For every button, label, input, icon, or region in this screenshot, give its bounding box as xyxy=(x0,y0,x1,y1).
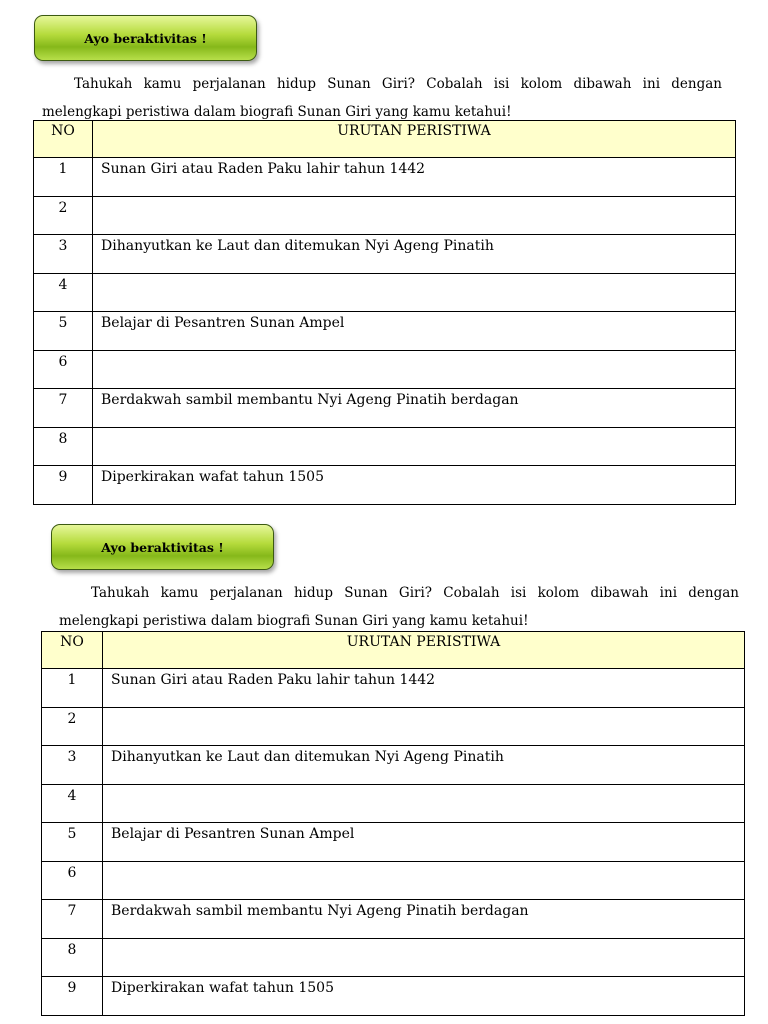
row-number: 8 xyxy=(58,430,68,447)
row-number: 1 xyxy=(58,161,68,177)
row-event xyxy=(93,351,735,354)
row-number: 4 xyxy=(58,276,68,293)
table-row xyxy=(42,784,745,823)
row-event-cell xyxy=(103,746,745,785)
row-event: Belajar di Pesantren Sunan Ampel xyxy=(111,826,355,842)
events-table-body xyxy=(42,632,745,1016)
table-row xyxy=(34,389,736,428)
row-event xyxy=(103,862,744,865)
row-number: 7 xyxy=(67,903,77,919)
row-number-cell xyxy=(42,977,103,1016)
table-header-row xyxy=(42,632,745,669)
row-number-cell xyxy=(42,784,103,823)
row-event-cell[interactable] xyxy=(93,273,736,312)
table-row xyxy=(34,312,736,351)
row-event-cell xyxy=(103,977,745,1016)
row-event-cell[interactable] xyxy=(103,784,745,823)
table-row xyxy=(34,196,736,235)
header-no-cell xyxy=(42,632,103,669)
header-events: URUTAN PERISTIWA xyxy=(337,123,491,139)
row-number-cell xyxy=(34,427,93,466)
header-no: NO xyxy=(51,123,75,139)
row-number: 2 xyxy=(58,199,68,216)
row-event-cell xyxy=(103,669,745,708)
row-number: 8 xyxy=(67,941,77,958)
row-number-cell xyxy=(34,389,93,428)
row-event xyxy=(103,939,744,942)
row-number-cell xyxy=(42,861,103,900)
header-events-cell xyxy=(93,121,736,158)
row-event-cell[interactable] xyxy=(93,350,736,389)
row-event-cell xyxy=(93,466,736,505)
row-number-cell xyxy=(42,746,103,785)
row-number-cell xyxy=(34,350,93,389)
row-number: 9 xyxy=(58,469,68,485)
row-number: 1 xyxy=(67,672,77,688)
table-row xyxy=(42,977,745,1016)
row-event: Sunan Giri atau Raden Paku lahir tahun 1442 xyxy=(111,672,436,688)
header-events-cell xyxy=(103,632,745,669)
events-table xyxy=(41,631,745,1016)
header-no: NO xyxy=(60,634,84,650)
row-event-cell[interactable] xyxy=(103,861,745,900)
row-number-cell xyxy=(34,196,93,235)
row-number: 3 xyxy=(67,749,77,765)
row-number-cell xyxy=(34,158,93,197)
row-number: 7 xyxy=(58,392,68,408)
table-row xyxy=(34,350,736,389)
row-event: Sunan Giri atau Raden Paku lahir tahun 1442 xyxy=(101,161,426,177)
row-number: 6 xyxy=(67,864,77,881)
table-row xyxy=(42,938,745,977)
row-number-cell xyxy=(42,707,103,746)
row-event: Diperkirakan wafat tahun 1505 xyxy=(111,980,334,996)
intro-line-1: Tahukah kamu perjalanan hidup Sunan Giri? Cobalah isi kolom dibawah ini dengan xyxy=(91,585,739,601)
row-event: Dihanyutkan ke Laut dan ditemukan Nyi Ageng Pinatih xyxy=(111,749,504,765)
table-row xyxy=(42,746,745,785)
table-row xyxy=(42,900,745,939)
intro-line-2: melengkapi peristiwa dalam biografi Sunan Giri yang kamu ketahui! xyxy=(42,104,512,120)
row-event: Diperkirakan wafat tahun 1505 xyxy=(101,469,324,485)
row-event-cell xyxy=(103,823,745,862)
intro-line-2: melengkapi peristiwa dalam biografi Sunan Giri yang kamu ketahui! xyxy=(59,613,529,629)
intro-paragraph xyxy=(42,70,722,126)
row-event-cell[interactable] xyxy=(93,196,736,235)
table-row xyxy=(34,158,736,197)
row-number-cell xyxy=(34,466,93,505)
row-number-cell xyxy=(34,235,93,274)
row-number-cell xyxy=(42,669,103,708)
row-event-cell xyxy=(93,312,736,351)
table-header-row xyxy=(34,121,736,158)
row-event-cell[interactable] xyxy=(103,707,745,746)
row-event xyxy=(103,708,744,711)
row-event-cell xyxy=(103,900,745,939)
table-row xyxy=(34,273,736,312)
table-row xyxy=(34,427,736,466)
row-number: 5 xyxy=(67,826,77,842)
table-row xyxy=(42,707,745,746)
row-event xyxy=(103,785,744,788)
row-number: 2 xyxy=(67,710,77,727)
row-number: 5 xyxy=(58,315,68,331)
badge-label: Ayo beraktivitas ! xyxy=(84,30,207,46)
table-row xyxy=(34,466,736,505)
row-number-cell xyxy=(34,312,93,351)
row-event xyxy=(93,197,735,200)
row-number: 9 xyxy=(67,980,77,996)
row-event-cell[interactable] xyxy=(93,427,736,466)
row-event: Belajar di Pesantren Sunan Ampel xyxy=(101,315,345,331)
header-no-cell xyxy=(34,121,93,158)
row-event xyxy=(93,274,735,277)
row-event: Dihanyutkan ke Laut dan ditemukan Nyi Ageng Pinatih xyxy=(101,238,494,254)
row-number-cell xyxy=(42,823,103,862)
row-number-cell xyxy=(42,900,103,939)
row-event: Berdakwah sambil membantu Nyi Ageng Pinatih berdagan xyxy=(111,903,529,919)
row-event: Berdakwah sambil membantu Nyi Ageng Pinatih berdagan xyxy=(101,392,519,408)
row-event-cell xyxy=(93,235,736,274)
events-table xyxy=(33,120,736,505)
row-number: 3 xyxy=(58,238,68,254)
row-event xyxy=(93,428,735,431)
badge-label: Ayo beraktivitas ! xyxy=(101,539,224,555)
row-number: 4 xyxy=(67,787,77,804)
header-events: URUTAN PERISTIWA xyxy=(346,634,501,650)
table-row xyxy=(34,235,736,274)
intro-paragraph xyxy=(59,579,739,635)
intro-line-1: Tahukah kamu perjalanan hidup Sunan Giri? Cobalah isi kolom dibawah ini dengan xyxy=(74,76,722,92)
activity-badge xyxy=(51,524,274,570)
table-row xyxy=(42,669,745,708)
table-row xyxy=(42,823,745,862)
table-row xyxy=(42,861,745,900)
row-event-cell xyxy=(93,389,736,428)
events-table-body xyxy=(34,121,736,505)
row-event-cell[interactable] xyxy=(103,938,745,977)
row-number-cell xyxy=(34,273,93,312)
row-number-cell xyxy=(42,938,103,977)
row-number: 6 xyxy=(58,353,68,370)
activity-badge xyxy=(34,15,257,61)
row-event-cell xyxy=(93,158,736,197)
